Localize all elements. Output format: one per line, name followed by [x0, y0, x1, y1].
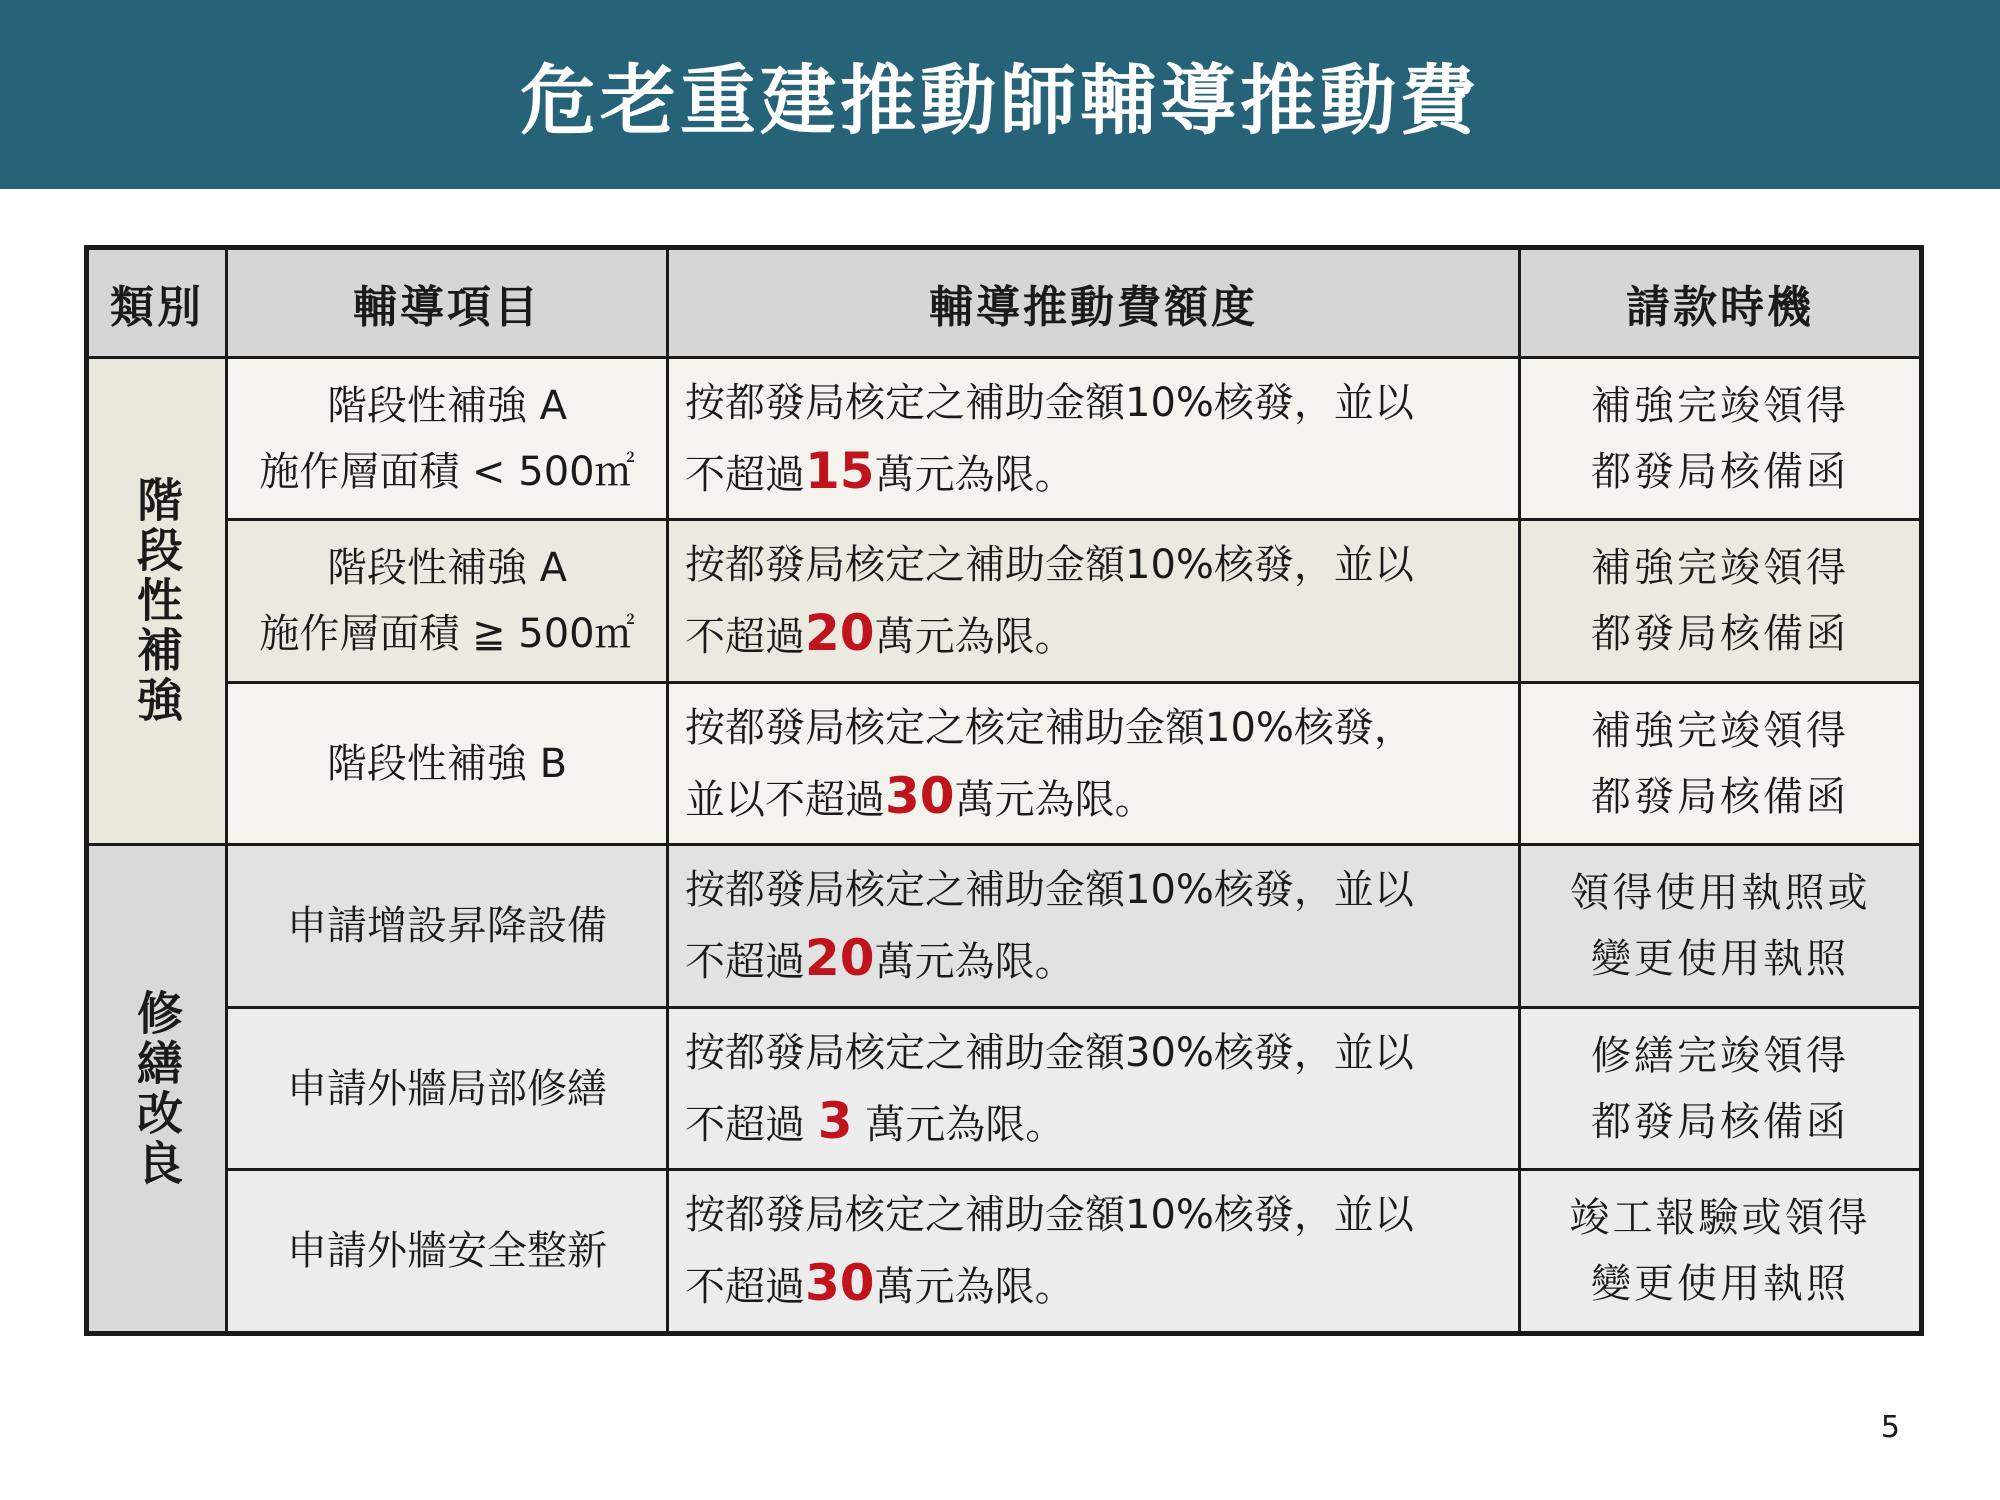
table-row: [87, 1170, 1922, 1334]
amount-cell: [668, 520, 1520, 682]
timing-line: 都發局核備函: [1591, 1098, 1849, 1145]
subsidy-table: [84, 245, 1924, 1336]
amount-line: 按都發局核定之補助金額10%核發，並以: [685, 1192, 1414, 1239]
amount-prefix: 不超過: [685, 939, 805, 986]
category-staged-reinforcement: 階段性補強: [87, 358, 227, 845]
amount-line: 按都發局核定之補助金額30%核發，並以: [685, 1029, 1414, 1076]
amount-prefix: 不超過: [685, 1101, 818, 1148]
item-cell: [227, 682, 668, 844]
table-row: [87, 1007, 1922, 1169]
timing-cell: [1520, 682, 1922, 844]
amount-suffix: 萬元為限。: [954, 776, 1155, 823]
header-category: 類別: [87, 248, 227, 358]
item-line: 申請增設昇降設備: [287, 903, 607, 950]
item-line: 階段性補強 A: [326, 545, 568, 592]
amount-line: [685, 924, 1518, 996]
category-repair-improvement: 修繕改良: [87, 845, 227, 1334]
timing-cell: [1520, 1007, 1922, 1169]
amount-suffix: 萬元為限。: [874, 451, 1075, 498]
amount-cell: [668, 1007, 1520, 1169]
amount-cell: [668, 358, 1520, 520]
item-line: 施作層面積 < 500㎡: [259, 448, 635, 495]
item-line: 施作層面積 ≧ 500㎡: [259, 611, 635, 658]
timing-line: 補強完竣領得: [1591, 707, 1849, 754]
timing-line: 修繕完竣領得: [1591, 1032, 1849, 1079]
amount-prefix: 不超過: [685, 451, 805, 498]
amount-line: [685, 1087, 1518, 1159]
timing-line: 都發局核備函: [1591, 448, 1849, 495]
timing-line: 領得使用執照或: [1569, 870, 1871, 917]
item-cell: [227, 1007, 668, 1169]
timing-line: 變更使用執照: [1591, 1261, 1849, 1308]
amount-line: 按都發局核定之補助金額10%核發，並以: [685, 867, 1414, 914]
item-line: 申請外牆安全整新: [287, 1228, 607, 1275]
timing-cell: [1520, 520, 1922, 682]
item-cell: [227, 1170, 668, 1334]
amount-suffix: 萬元為限。: [852, 1101, 1066, 1148]
amount-line: 按都發局核定之補助金額10%核發，並以: [685, 379, 1414, 426]
timing-line: 都發局核備函: [1591, 773, 1849, 820]
timing-line: 都發局核備函: [1591, 611, 1849, 658]
table-header-row: [87, 248, 1922, 358]
item-cell: [227, 358, 668, 520]
amount-cell: [668, 1170, 1520, 1334]
amount-cap-value: 20: [805, 604, 875, 663]
amount-cap-value: 30: [885, 766, 955, 825]
item-line: 申請外牆局部修繕: [287, 1065, 607, 1112]
item-line: 階段性補強 A: [326, 382, 568, 429]
header-item: 輔導項目: [227, 248, 668, 358]
amount-cell: [668, 845, 1520, 1007]
timing-cell: [1520, 358, 1922, 520]
amount-cap-value: 15: [805, 441, 875, 500]
amount-prefix: 不超過: [685, 1264, 805, 1311]
amount-cap-value: 20: [805, 929, 875, 988]
page-number: 5: [1880, 1410, 1900, 1445]
amount-suffix: 萬元為限。: [874, 1264, 1075, 1311]
item-cell: [227, 845, 668, 1007]
amount-line: 按都發局核定之核定補助金額10%核發，: [685, 704, 1414, 751]
table-row: [87, 682, 1922, 844]
amount-line: [685, 762, 1518, 834]
amount-line: 按都發局核定之補助金額10%核發，並以: [685, 542, 1414, 589]
amount-suffix: 萬元為限。: [874, 614, 1075, 661]
timing-cell: [1520, 845, 1922, 1007]
amount-line: [685, 1249, 1518, 1321]
timing-line: 竣工報驗或領得: [1569, 1195, 1871, 1242]
amount-line: [685, 599, 1518, 671]
timing-line: 補強完竣領得: [1591, 382, 1849, 429]
item-cell: [227, 520, 668, 682]
title-bar: [0, 0, 2000, 189]
header-amount: 輔導推動費額度: [668, 248, 1520, 358]
timing-line: 變更使用執照: [1591, 936, 1849, 983]
timing-line: 補強完竣領得: [1591, 545, 1849, 592]
amount-prefix: 並以不超過: [685, 776, 885, 823]
amount-prefix: 不超過: [685, 614, 805, 661]
amount-cap-value: 3: [817, 1091, 853, 1150]
item-line: 階段性補強 B: [326, 740, 568, 787]
amount-suffix: 萬元為限。: [874, 939, 1075, 986]
table-row: [87, 520, 1922, 682]
page-title: 危老重建推動師輔導推動費: [520, 56, 1480, 145]
amount-cell: [668, 682, 1520, 844]
table-row: [87, 845, 1922, 1007]
amount-line: [685, 437, 1518, 509]
table-row: [87, 358, 1922, 520]
timing-cell: [1520, 1170, 1922, 1334]
header-timing: 請款時機: [1520, 248, 1922, 358]
amount-cap-value: 30: [805, 1254, 875, 1313]
